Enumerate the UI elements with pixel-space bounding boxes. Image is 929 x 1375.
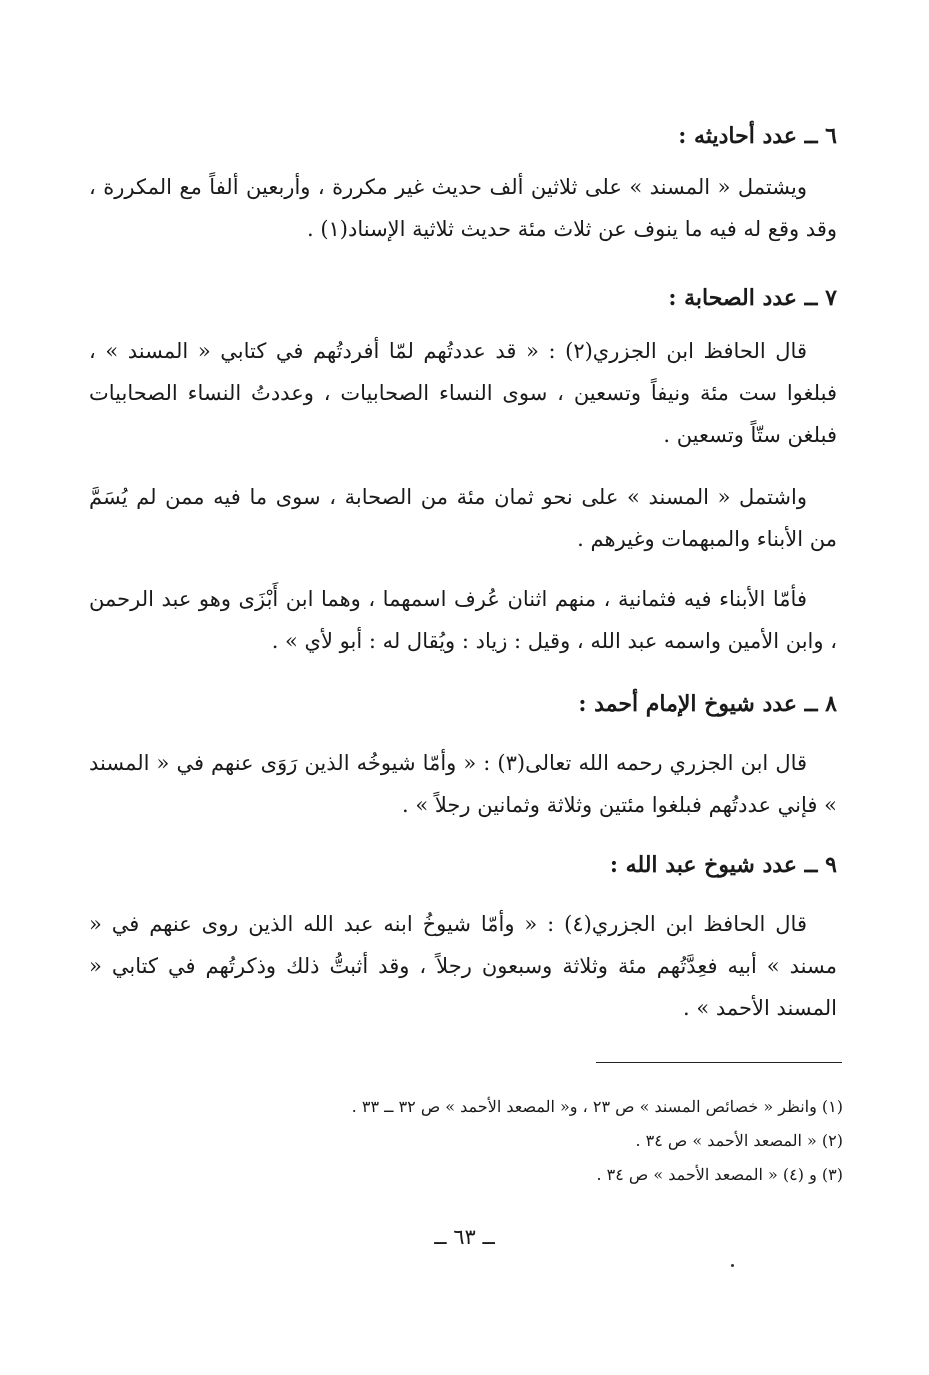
section-7-text-3: فأمّا الأبناء فيه فثمانية ، منهم اثنان عُرف اسمهما ، وهما ابن أَبْزَى وهو عبد الرحمن ، وابن الأمين واسمه عبد الله ، وقيل : زياد : ويُقال له : أبو لأي » . <box>89 587 837 653</box>
section-7-paragraph-1 <box>89 330 837 456</box>
page-number: ــ ٦٣ ــ <box>434 1225 495 1249</box>
section-9-heading: ٩ ــ عدد شيوخ عبد الله : <box>609 852 837 878</box>
section-7-heading: ٧ ــ عدد الصحابة : <box>668 285 837 311</box>
section-9-text: قال الحافظ ابن الجزري(٤) : « وأمّا شيوخُ ابنه عبد الله الذين روى عنهم في « مسند » أبيه فعِدَّتُهم مئة وثلاثة وسبعون رجلاً ، وقد أثبتُّ ذلك وذكرتُهم في كتابي « المسند الأحمد » . <box>89 912 837 1020</box>
footnote-separator <box>596 1062 842 1063</box>
footnotes <box>203 1090 843 1192</box>
footnote-1: (١) وانظر « خصائص المسند » ص ٢٣ ، و« المصعد الأحمد » ص ٣٢ ــ ٣٣ . <box>351 1097 843 1116</box>
section-7-text-1: قال الحافظ ابن الجزري(٢) : « قد عددتُهم لمّا أفردتُهم في كتابي « المسند » ، فبلغوا ست مئة ونيفاً وتسعين ، سوى النساء الصحابيات ، وعددتُ النساء الصحابيات فبلغن ستّاً وتسعين . <box>89 339 837 447</box>
section-7-paragraph-3 <box>89 578 837 662</box>
section-7-text-2: واشتمل « المسند » على نحو ثمان مئة من الصحابة ، سوى ما فيه ممن لم يُسَمَّ من الأبناء والمبهمات وغيرهم . <box>89 485 837 551</box>
print-speck <box>731 1264 734 1267</box>
footnote-2: (٢) « المصعد الأحمد » ص ٣٤ . <box>635 1131 843 1150</box>
section-6-heading: ٦ ــ عدد أحاديثه : <box>678 123 837 149</box>
section-6-paragraph <box>89 166 837 250</box>
section-7-paragraph-2 <box>89 476 837 560</box>
section-6-text: ويشتمل « المسند » على ثلاثين ألف حديث غير مكررة ، وأربعين ألفاً مع المكررة ، وقد وقع له فيه ما ينوف عن ثلاث مئة حديث ثلاثية الإسناد(١) . <box>89 175 837 241</box>
section-8-heading: ٨ ــ عدد شيوخ الإمام أحمد : <box>578 691 837 717</box>
section-8-paragraph <box>89 742 837 826</box>
section-8-text: قال ابن الجزري رحمه الله تعالى(٣) : « وأمّا شيوخُه الذين رَوَى عنهم في « المسند » فإني عددتُهم فبلغوا مئتين وثلاثة وثمانين رجلاً » . <box>89 751 837 817</box>
footnote-3: (٣) و (٤) « المصعد الأحمد » ص ٣٤ . <box>596 1165 843 1184</box>
section-9-paragraph <box>89 903 837 1029</box>
